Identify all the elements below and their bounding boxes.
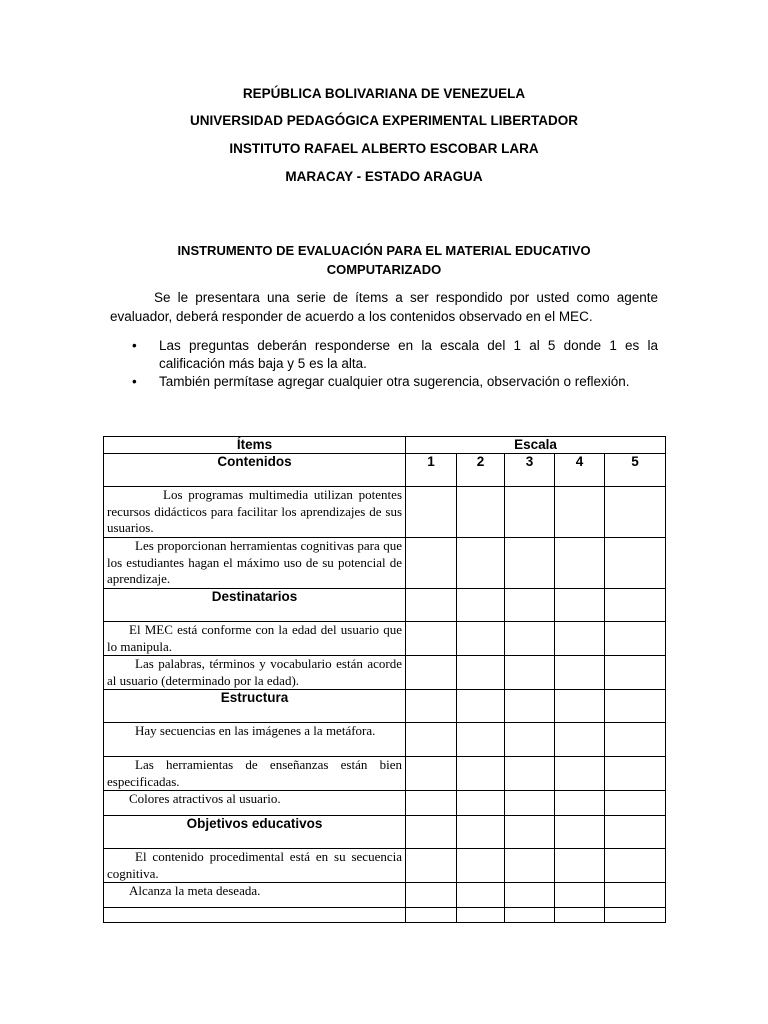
rating-cell[interactable] [406,622,457,656]
rating-cell [605,690,666,723]
rating-cell [555,690,605,723]
section-row [104,816,666,849]
rating-cell[interactable] [505,622,555,656]
rating-cell[interactable] [457,538,505,589]
document-title [100,241,668,279]
header-location: MARACAY - ESTADO ARAGUA [285,169,483,184]
rating-cell[interactable] [505,656,555,690]
section-row [104,589,666,622]
rating-cell[interactable] [406,656,457,690]
rating-cell[interactable] [555,538,605,589]
rating-cell[interactable] [406,791,457,816]
rating-cell[interactable] [555,487,605,538]
scale-1-header: 1 [406,454,457,487]
rating-cell[interactable] [457,723,505,757]
item-text: Colores atractivos al usuario. [104,791,406,816]
rating-cell[interactable] [555,622,605,656]
rating-cell[interactable] [605,656,666,690]
rating-cell[interactable] [555,883,605,908]
items-header: Ítems [104,437,406,454]
rating-cell [406,816,457,849]
table-row [104,883,666,908]
rating-cell[interactable] [457,883,505,908]
instructions-list [110,337,658,391]
rating-cell [555,589,605,622]
rating-cell[interactable] [457,487,505,538]
rating-cell[interactable] [457,791,505,816]
item-text: Las palabras, términos y vocabulario están acorde al usuario (determinado por la edad). [104,656,406,690]
rating-cell[interactable] [505,883,555,908]
header-university: UNIVERSIDAD PEDAGÓGICA EXPERIMENTAL LIBERTADOR [189,113,579,128]
rating-cell[interactable] [406,908,457,923]
rating-cell [457,690,505,723]
rating-cell [555,816,605,849]
rating-cell[interactable] [555,849,605,883]
rating-cell[interactable] [555,908,605,923]
rating-cell[interactable] [555,656,605,690]
table-row [104,622,666,656]
document-title-line2: COMPUTARIZADO [326,262,442,277]
table-row [104,791,666,816]
rating-cell [406,589,457,622]
rating-cell[interactable] [457,757,505,791]
item-text: Les proporcionan herramientas cognitivas para que los estudiantes hagan el máximo uso de su potencial de aprendizaje. [104,538,406,589]
rating-cell[interactable] [605,487,666,538]
instruction-item [110,337,658,373]
rating-cell [505,816,555,849]
table-header-row [104,437,666,454]
table-row [104,908,666,923]
instruction-text: También permítase agregar cualquier otra sugerencia, observación o reflexión. [159,374,630,389]
rating-cell[interactable] [457,622,505,656]
instruction-item [110,373,658,391]
rating-cell[interactable] [555,791,605,816]
rating-cell [605,816,666,849]
item-text: Los programas multimedia utilizan potentes recursos didácticos para facilitar los aprendizajes de sus usuarios. [104,487,406,538]
intro-text: Se le presentara una serie de ítems a ser respondido por usted como agente evaluador, deberá responder de acuerdo a los contenidos observado en el MEC. [110,290,658,324]
rating-cell[interactable] [505,538,555,589]
rating-cell[interactable] [605,849,666,883]
bullet-icon: • [132,374,137,389]
item-text: Hay secuencias en las imágenes a la metáfora. [104,723,406,757]
rating-cell[interactable] [605,757,666,791]
rating-cell [457,589,505,622]
rating-cell [406,690,457,723]
rating-cell [505,690,555,723]
rating-cell[interactable] [406,538,457,589]
rating-cell[interactable] [505,849,555,883]
table-row [104,656,666,690]
scale-5-header: 5 [605,454,666,487]
table-row [104,487,666,538]
section-title: Destinatarios [104,589,406,622]
rating-cell[interactable] [605,908,666,923]
rating-cell[interactable] [457,908,505,923]
rating-cell[interactable] [406,883,457,908]
item-text [104,908,406,923]
section-row [104,454,666,487]
rating-cell[interactable] [406,487,457,538]
rating-cell[interactable] [555,757,605,791]
scale-3-header: 3 [505,454,555,487]
rating-cell[interactable] [555,723,605,757]
evaluation-table [103,436,666,923]
rating-cell[interactable] [406,723,457,757]
section-title: Objetivos educativos [104,816,406,849]
table-row [104,757,666,791]
table-row [104,849,666,883]
bullet-icon: • [132,338,137,353]
item-text: El contenido procedimental está en su secuencia cognitiva. [104,849,406,883]
rating-cell[interactable] [505,723,555,757]
rating-cell[interactable] [406,757,457,791]
rating-cell[interactable] [605,883,666,908]
rating-cell [457,816,505,849]
rating-cell[interactable] [505,487,555,538]
rating-cell[interactable] [505,791,555,816]
section-row [104,690,666,723]
rating-cell[interactable] [605,622,666,656]
intro-paragraph [110,289,658,326]
rating-cell[interactable] [505,757,555,791]
rating-cell[interactable] [457,656,505,690]
table-row [104,538,666,589]
header-republic: REPÚBLICA BOLIVARIANA DE VENEZUELA [242,86,526,101]
header-institute: INSTITUTO RAFAEL ALBERTO ESCOBAR LARA [229,141,539,156]
instruction-text: Las preguntas deberán responderse en la escala del 1 al 5 donde 1 es la calificación más baja y 5 es la alta. [159,338,658,371]
section-title: Contenidos [104,454,406,487]
item-text: Las herramientas de enseñanzas están bien especificadas. [104,757,406,791]
table-row [104,723,666,757]
item-text: Alcanza la meta deseada. [104,883,406,908]
rating-cell[interactable] [605,791,666,816]
scale-header: Escala [406,437,666,454]
rating-cell[interactable] [605,538,666,589]
rating-cell[interactable] [505,908,555,923]
rating-cell[interactable] [605,723,666,757]
rating-cell[interactable] [406,849,457,883]
scale-2-header: 2 [457,454,505,487]
scale-4-header: 4 [555,454,605,487]
document-title-line1: INSTRUMENTO DE EVALUACIÓN PARA EL MATERIAL EDUCATIVO [177,243,591,258]
section-title: Estructura [104,690,406,723]
item-text: El MEC está conforme con la edad del usuario que lo manipula. [104,622,406,656]
rating-cell[interactable] [457,849,505,883]
rating-cell [605,589,666,622]
rating-cell [505,589,555,622]
